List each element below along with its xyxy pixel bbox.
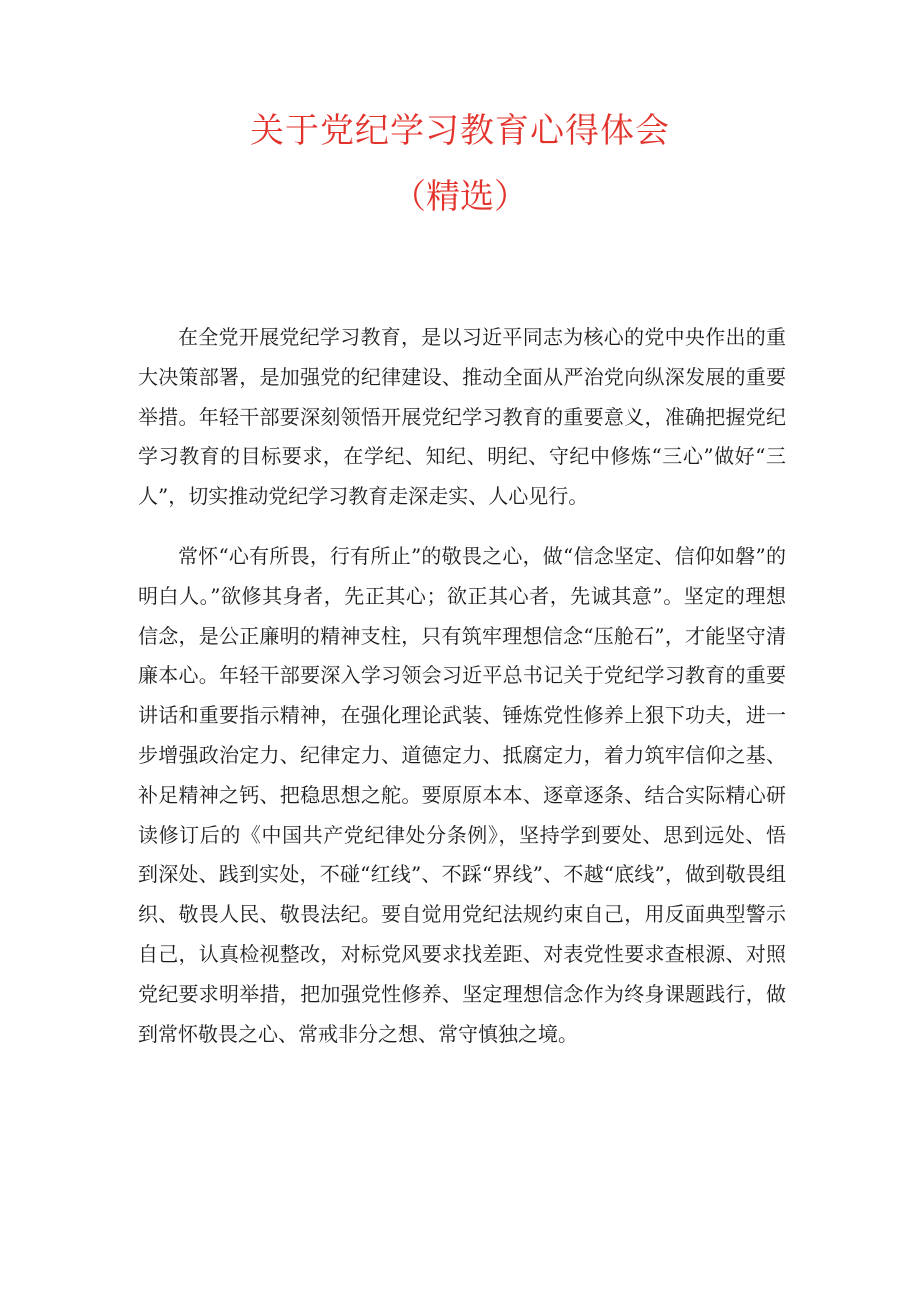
- document-body: [138, 318, 786, 1054]
- paragraph-2: 常怀“心有所畏，行有所止”的敬畏之心，做“信念坚定、信仰如磐”的明白人。”欲修其身者，先正其心；欲正其心者，先诚其意”。坚定的理想信念，是公正廉明的精神支柱，只有筑牢理想信念“压舱石”，才能坚守清廉本心。年轻干部要深入学习领会习近平总书记关于党纪学习教育的重要讲话和重要指示精神，在强化理论武装、锤炼党性修养上狠下功夫，进一步增强政治定力、纪律定力、道德定力、抵腐定力，着力筑牢信仰之基、补足精神之钙、把稳思想之舵。要原原本本、逐章逐条、结合实际精心研读修订后的《中国共产党纪律处分条例》，坚持学到要处、思到远处、悟到深处、践到实处，不碰“红线”、不踩“界线”、不越“底线”，做到敬畏组织、敬畏人民、敬畏法纪。要自觉用党纪法规约束自己，用反面典型警示自己，认真检视整改，对标党风要求找差距、对表党性要求查根源、对照党纪要求明举措，把加强党性修养、坚定理想信念作为终身课题践行，做到常怀敬畏之心、常戒非分之想、常守慎独之境。: [138, 543, 786, 1046]
- paragraph-1: 在全党开展党纪学习教育，是以习近平同志为核心的党中央作出的重大决策部署，是加强党的纪律建设、推动全面从严治党向纵深发展的重要举措。年轻干部要深刻领悟开展党纪学习教育的重要意义，准确把握党纪学习教育的目标要求，在学纪、知纪、明纪、守纪中修炼“三心”做好“三人”，切实推动党纪学习教育走深走实、人心见行。: [138, 325, 786, 509]
- document-subtitle: （精选）: [392, 177, 528, 217]
- document-title: 关于党纪学习教育心得体会: [250, 111, 670, 151]
